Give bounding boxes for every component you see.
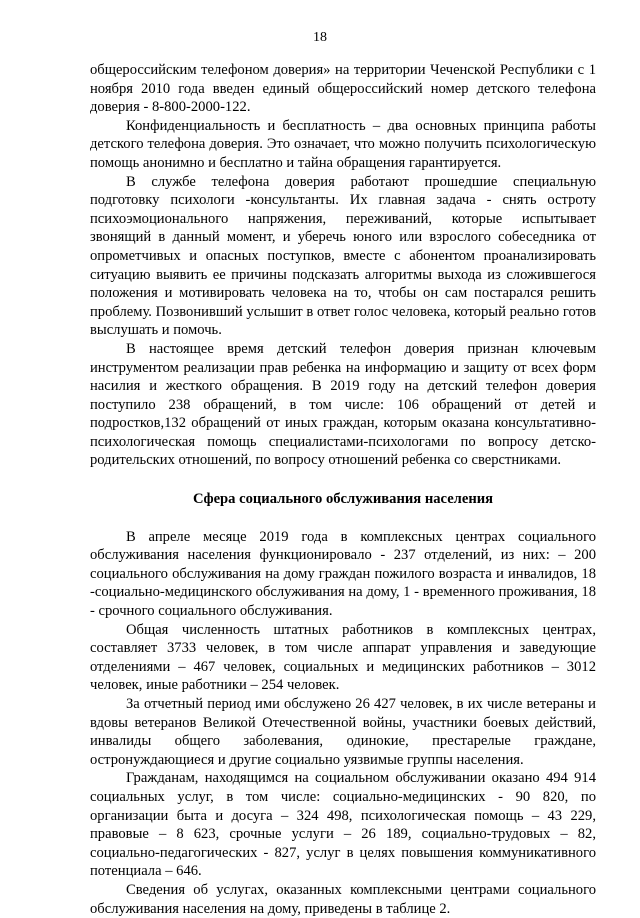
paragraph-departments: В апреле месяце 2019 года в комплексных центрах социального обслуживания населения функционировало - 237 отделений, из них: – 200 социального обслуживания на дому граждан пожилого возраста и инвалидов, 18 -социально-медицинского обслуживания на дому, 1 - временного проживания, 18 - срочного социального обслуживания. xyxy=(90,528,596,620)
paragraph-table-reference: Сведения об услугах, оказанных комплексными центрами социального обслуживания населения на дому, приведены в таблице 2. xyxy=(90,881,596,917)
paragraph-psychologists: В службе телефона доверия работают прошедшие специальную подготовку психологи -консультанты. Их главная задача - снять остроту психоэмоционального напряжения, переживаний, которые испытывает звонящий в данный момент, и уберечь юного или взрослого собеседника от опрометчивых и опасных поступков, вместе с абонентом проанализировать ситуацию выявить ее причины подсказать алгоритмы выхода из сложившегося положения и мотивировать человека на то, чтобы он сам постарался решить проблему. Позвонивший услышит в ответ голос человека, который реально готов выслушать и помочь. xyxy=(90,173,596,339)
paragraph-served-people: За отчетный период ими обслужено 26 427 человек, в их числе ветераны и вдовы ветеранов Великой Отечественной войны, участники боевых действий, инвалиды общего заболевания, одинокие, престарелые граждане, остронуждающиеся и другие социально уязвимые группы населения. xyxy=(90,696,596,768)
paragraph-hotline-statistics: В настоящее время детский телефон доверия признан ключевым инструментом реализации прав ребенка на информацию и защиту от всех форм насилия и жесткого обращения. В 2019 году на детский телефон доверия поступило 238 обращений, в том числе: 106 обращений от детей и подростков,132 обращений от иных граждан, которым оказана консультативно-психологическая помощь специалистами-психологами по вопросу детско-родительских отношений, по вопросу отношений ребенка со сверстниками. xyxy=(90,340,596,469)
paragraph-hotline-number: общероссийским телефоном доверия» на территории Чеченской Республики с 1 ноября 2010 года введен единый общероссийский номер детского телефона доверия - 8-800-2000-122. xyxy=(90,62,596,116)
page-number: 18 xyxy=(313,30,327,45)
paragraph-staff: Общая численность штатных работников в комплексных центрах, составляет 3733 человек, в том числе аппарат управления и заведующие отделениями – 467 человек, социальных и медицинских работников – 3012 человек, иные работники – 254 человек. xyxy=(90,621,596,694)
section-heading: Сфера социального обслуживания населения xyxy=(192,491,494,508)
page-content xyxy=(90,61,596,918)
paragraph-services: Гражданам, находящимся на социальном обслуживании оказано 494 914 социальных услуг, в том числе: социально-медицинских - 90 820, по организации быта и досуга – 324 498, психологическая помощь – 43 229, правовые – 8 623, срочные услуги – 26 189, социально-трудовых – 82, социально-педагогических - 827, услуг в целях повышения коммуникативного потенциала – 646. xyxy=(90,770,596,880)
paragraph-principles: Конфиденциальность и бесплатность – два основных принципа работы детского телефона доверия. Это означает, что можно получить психологическую помощь анонимно и бесплатно и тайна обращения гарантируется. xyxy=(90,117,596,171)
